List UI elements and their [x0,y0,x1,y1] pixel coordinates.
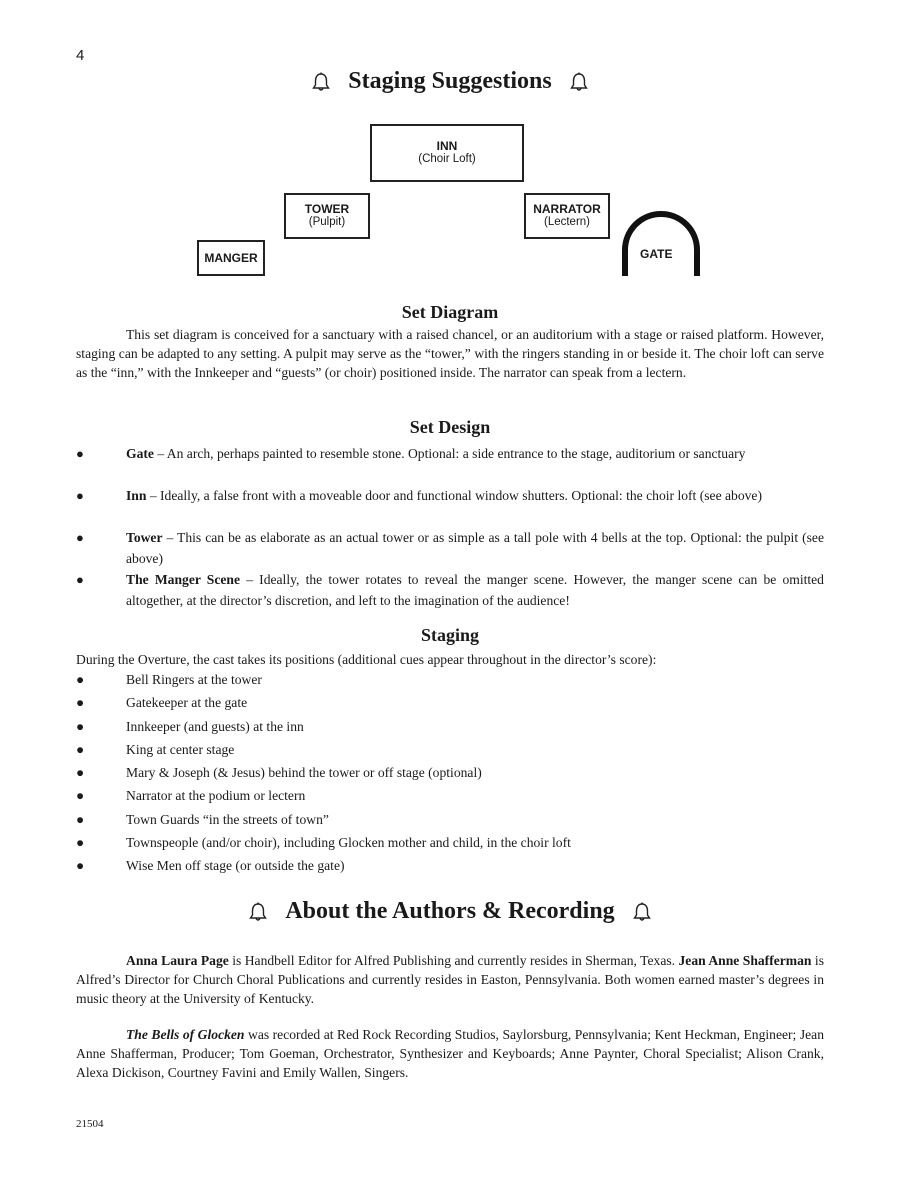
bullet-icon: ● [76,788,85,804]
list-item: ● Innkeeper (and guests) at the inn [76,717,824,740]
set-design-desc: – Ideally, a false front with a moveable door and functional window shutters. Optional: the choir loft (see above) [146,488,762,503]
gate-arch-icon [615,210,707,280]
staging-intro: During the Overture, the cast takes its positions (additional cues appear throughout in the director’s score): [76,652,657,667]
bullet-icon: ● [76,488,84,503]
bell-icon [631,901,653,923]
set-design-item [76,485,824,506]
author-name: Anna Laura Page [126,953,229,968]
diagram-manger-title: MANGER [204,250,258,265]
set-design-heading: Set Design [409,417,491,437]
list-item: ● King at center stage [76,740,824,763]
recording-title: The Bells of Glocken [126,1027,245,1042]
staging-suggestions-heading [0,68,900,95]
about-authors-paragraph: Anna Laura Page is Handbell Editor for Alfred Publishing and currently resides in Sherman, Texas. Jean Anne Shafferman is Alfred’s Director for Church Choral Publications and currently resides in Easton, Pennsylvania. Both women earned master’s degrees in music theory at the University of Kentucky. [76,953,824,1006]
page-number: 4 [76,47,85,64]
diagram-tower-title: TOWER [304,201,350,216]
staging-list [76,670,824,880]
set-design-desc: – An arch, perhaps painted to resemble stone. Optional: a side entrance to the stage, auditorium or sanctuary [153,446,746,461]
author-name: Jean Anne Shafferman [678,953,812,968]
diagram-tower-sub: (Pulpit) [308,216,346,229]
bullet-icon: ● [76,446,84,461]
diagram-inn-title: INN [436,138,458,153]
about-title: About the Authors & Recording [285,898,615,924]
set-diagram-text: This set diagram is conceived for a sanctuary with a raised chancel, or an auditorium with a stage or raised platform. However, staging can be adapted to any setting. A pulpit may serve as the “tower,” with the ringers standing in or beside it. The choir loft can serve as the “inn,” with the Innkeeper and “guests” (or choir) positioned inside. The narrator can speak from a lectern. [76,327,824,380]
set-design-desc: – This can be as elaborate as an actual tower or as simple as a tall pole with 4 bells at the top. Optional: the pulpit (see above) [126,530,824,566]
set-design-item [76,569,824,611]
set-design-term: Gate [126,446,154,461]
bell-icon [310,71,332,93]
set-design-desc: – Ideally, the tower rotates to reveal the manger scene. However, the manger scene can be omitted altogether, at the director’s discretion, and left to the imagination of the audience! [126,572,824,608]
set-design-term: Inn [126,488,147,503]
bell-icon [568,71,590,93]
list-item: ● Wise Men off stage (or outside the gate) [76,856,824,879]
bullet-icon: ● [76,718,85,734]
list-item: ● Narrator at the podium or lectern [76,786,824,809]
about-heading [0,898,900,925]
diagram-narrator-sub: (Lectern) [543,216,591,229]
bullet-icon: ● [76,695,85,711]
diagram-tower-box [284,193,370,239]
list-item: ● Gatekeeper at the gate [76,693,824,716]
about-recording-paragraph: The Bells of Glocken was recorded at Red Rock Recording Studios, Saylorsburg, Pennsylvania; Kent Heckman, Engineer; Jean Anne Shafferman, Producer; Tom Goeman, Orchestrator, Synthesizer and Keyboards; Anne Paynter, Choral Specialist; Alison Crank, Alexa Dickison, Courtney Favini and Emily Wallen, Singers. [76,1027,824,1080]
set-design-term: Tower [126,530,163,545]
bullet-icon: ● [76,835,85,851]
set-design-item [76,527,824,569]
diagram-narrator-box [524,193,610,239]
bell-icon [247,901,269,923]
bullet-icon: ● [76,530,84,545]
diagram-narrator-title: NARRATOR [533,201,601,216]
bullet-icon: ● [76,765,85,781]
diagram-inn-box [370,124,524,182]
list-item: ● Townspeople (and/or choir), including Glocken mother and child, in the choir loft [76,833,824,856]
list-item: ● Town Guards “in the streets of town” [76,810,824,833]
list-item: ● Mary & Joseph (& Jesus) behind the tower or off stage (optional) [76,763,824,786]
set-design-term: The Manger Scene [126,572,241,587]
bullet-icon: ● [76,572,84,587]
catalog-number: 21504 [76,1118,104,1130]
staging-suggestions-title: Staging Suggestions [348,68,552,94]
bullet-icon: ● [76,858,85,874]
list-item: ● Bell Ringers at the tower [76,670,824,693]
bullet-icon: ● [76,741,85,757]
set-diagram-heading: Set Diagram [401,302,499,322]
set-design-item [76,443,824,464]
diagram-inn-sub: (Choir Loft) [418,153,476,166]
bullet-icon: ● [76,672,85,687]
bullet-icon: ● [76,811,85,827]
diagram-manger-box [197,240,265,276]
staging-heading: Staging [420,625,480,645]
diagram-gate-label: GATE [640,247,673,261]
